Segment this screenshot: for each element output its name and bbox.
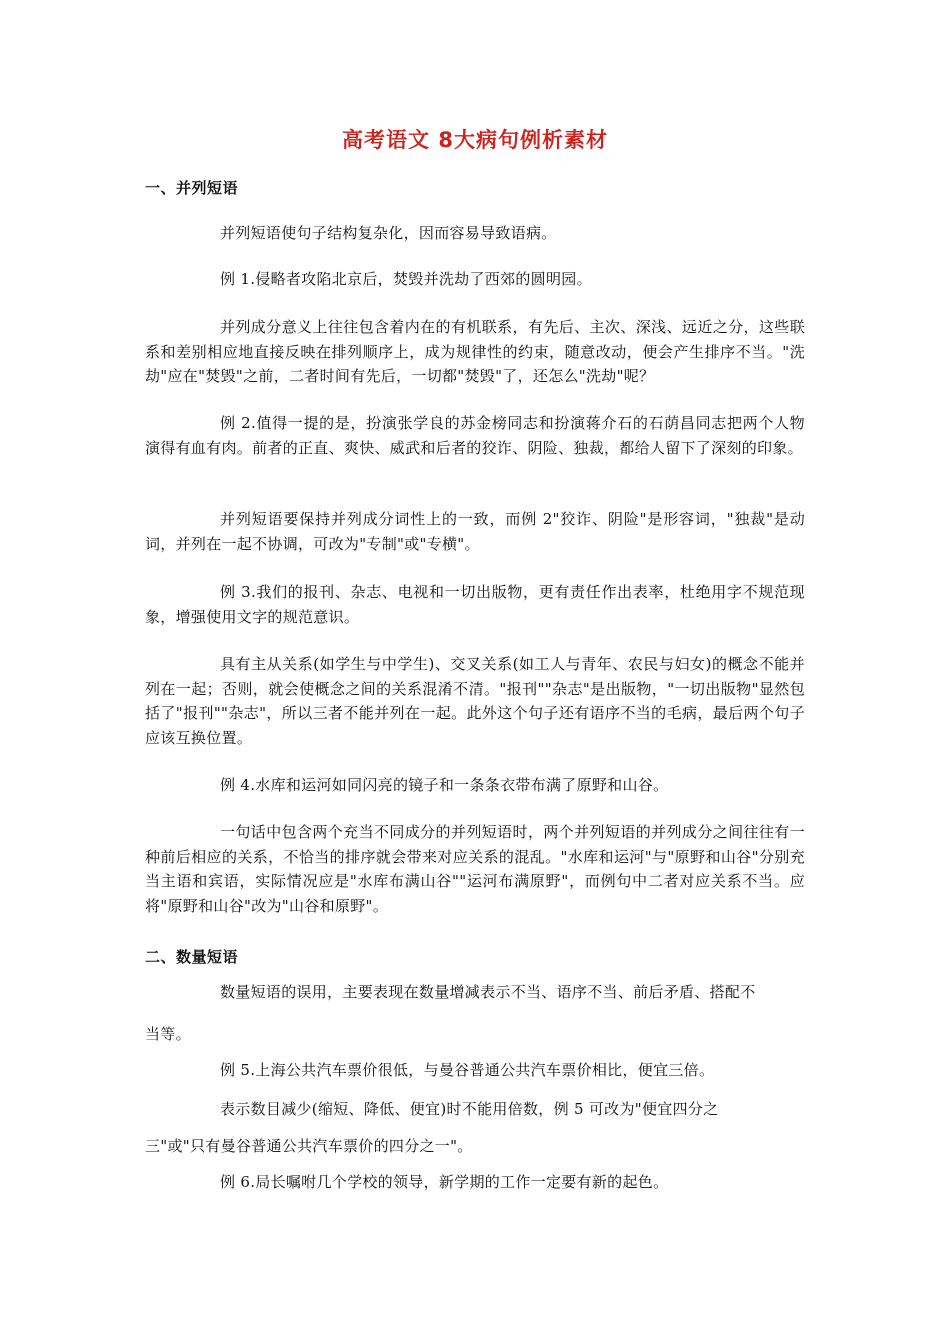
paragraph: 一句话中包含两个充当不同成分的并列短语时，两个并列短语的并列成分之间往往有一种前后相应的关系，不恰当的排序就会带来对应关系的混乱。"水库和运河"与"原野和山谷"分别充当主语和宾语，实际情况应是"水库布满山谷""运河布满原野"，而例句中二者对应关系不当。应将"原野和山谷"改为"山谷和原野"。 bbox=[145, 823, 805, 915]
example-paragraph: 例 2.值得一提的是，扮演张学良的苏金榜同志和扮演蒋介石的石荫昌同志把两个人物演得有血有肉。前者的正直、爽快、威武和后者的狡诈、阴险、独裁，都给人留下了深刻的印象。 bbox=[145, 414, 805, 457]
section-heading-quantity: 二、数量短语 bbox=[145, 948, 239, 966]
example-paragraph: 例 3.我们的报刊、杂志、电视和一切出版物，更有责任作出表率，杜绝用字不规范现象，增强使用文字的规范意识。 bbox=[145, 583, 805, 626]
example-paragraph: 例 4.水库和运河如同闪亮的镜子和一条条衣带布满了原野和山谷。 bbox=[220, 776, 669, 794]
paragraph: 数量短语的误用，主要表现在数量增减表示不当、语序不当、前后矛盾、搭配不 bbox=[220, 983, 756, 1001]
paragraph: 当等。 bbox=[145, 1025, 191, 1043]
paragraph: 并列短语要保持并列成分词性上的一致，而例 2"狡诈、阴险"是形容词，"独裁"是动词，并列在一起不协调，可改为"专制"或"专横"。 bbox=[145, 510, 805, 553]
paragraph: 表示数目减少(缩短、降低、便宜)时不能用倍数，例 5 可改为"便宜四分之 bbox=[220, 1100, 719, 1118]
section-heading-parallel: 一、并列短语 bbox=[145, 179, 239, 197]
example-paragraph: 例 6.局长嘱咐几个学校的领导，新学期的工作一定要有新的起色。 bbox=[220, 1173, 669, 1191]
paragraph: 具有主从关系(如学生与中学生)、交叉关系(如工人与青年、农民与妇女)的概念不能并列在一起；否则，就会使概念之间的关系混淆不清。"报刊""杂志"是出版物，"一切出版物"显然包括了"报刊""杂志"，所以三者不能并列在一起。此外这个句子还有语序不当的毛病，最后两个句子应该互换位置。 bbox=[145, 655, 805, 747]
example-paragraph: 例 1.侵略者攻陷北京后，焚毁并洗劫了西郊的圆明园。 bbox=[220, 270, 592, 288]
paragraph: 并列成分意义上往往包含着内在的有机联系，有先后、主次、深浅、远近之分，这些联系和差别相应地直接反映在排列顺序上，成为规律性的约束，随意改动，便会产生排序不当。"洗劫"应在"焚毁"之前，二者时间有先后，一切都"焚毁"了，还怎么"洗劫"呢？ bbox=[145, 318, 805, 385]
paragraph: 三"或"只有曼谷普通公共汽车票价的四分之一"。 bbox=[145, 1137, 473, 1155]
example-paragraph: 例 5.上海公共汽车票价很低，与曼谷普通公共汽车票价相比，便宜三倍。 bbox=[220, 1061, 715, 1079]
paragraph: 并列短语使句子结构复杂化，因而容易导致语病。 bbox=[220, 224, 557, 242]
document-title: 高考语文 8大病句例析素材 bbox=[342, 128, 608, 152]
